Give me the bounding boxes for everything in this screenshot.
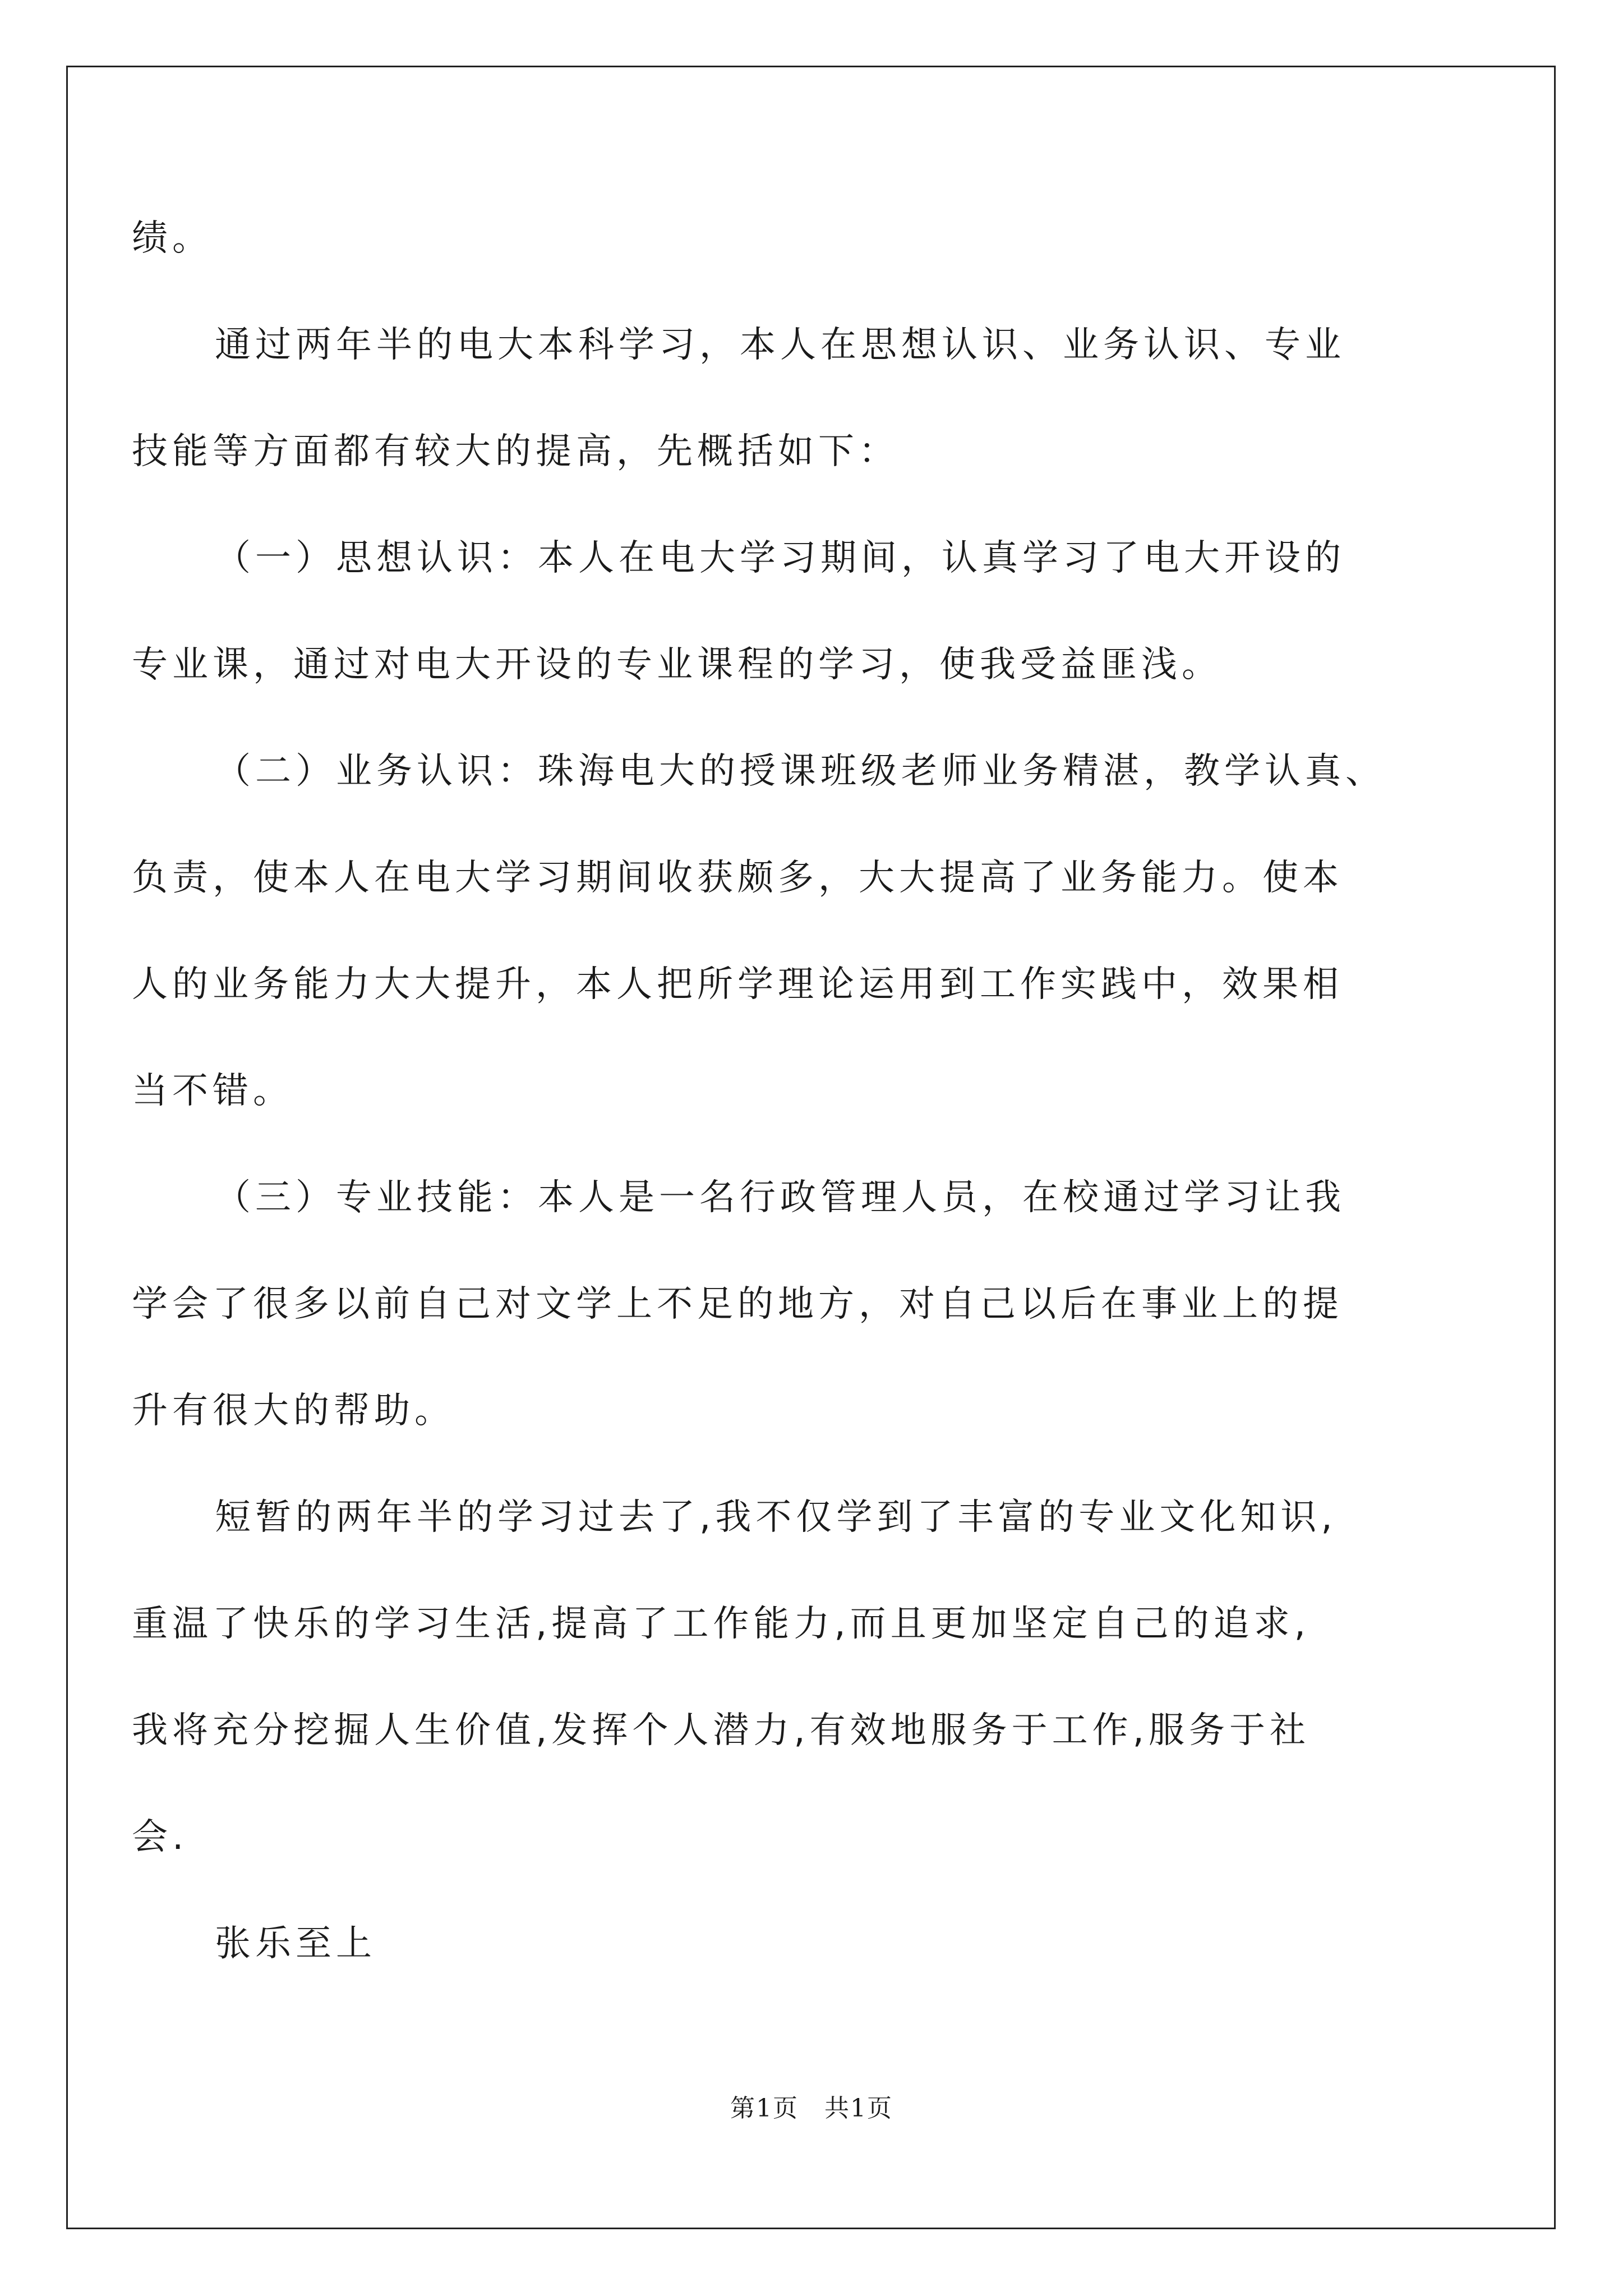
paragraph-line: （一）思想认识：本人在电大学习期间，认真学习了电大开设的 (215, 537, 1345, 579)
paragraph-line: 重温了快乐的学习生活,提高了工作能力,而且更加坚定自己的追求, (132, 1603, 1311, 1645)
paragraph-line: 我将充分挖掘人生价值,发挥个人潜力,有效地服务于工作,服务于社 (132, 1710, 1311, 1751)
paragraph-line: 人的业务能力大大提升，本人把所学理论运用到工作实践中，效果相 (132, 964, 1343, 1005)
paragraph-line: 学会了很多以前自己对文学上不足的地方，对自己以后在事业上的提 (132, 1283, 1343, 1325)
paragraph-line: （三）专业技能：本人是一名行政管理人员，在校通过学习让我 (215, 1177, 1345, 1218)
paragraph-line: 会. (132, 1816, 188, 1858)
paragraph-line: 绩。 (132, 218, 213, 259)
document-body (132, 185, 1433, 1997)
page-number-footer: 第1页 共1页 (730, 2094, 893, 2123)
paragraph-line: 当不错。 (132, 1070, 293, 1112)
signature: 张乐至上 (215, 1923, 376, 1964)
paragraph-line: 专业课，通过对电大开设的专业课程的学习，使我受益匪浅。 (132, 644, 1222, 685)
paragraph-line: 负责，使本人在电大学习期间收获颇多，大大提高了业务能力。使本 (132, 857, 1343, 899)
paragraph-line: 技能等方面都有较大的提高，先概括如下： (132, 431, 899, 472)
paragraph-line: 通过两年半的电大本科学习，本人在思想认识、业务认识、专业 (215, 324, 1345, 366)
paragraph-line: 短暂的两年半的学习过去了,我不仅学到了丰富的专业文化知识, (215, 1497, 1337, 1538)
paragraph-line: （二）业务认识：珠海电大的授课班级老师业务精湛，教学认真、 (215, 751, 1386, 792)
paragraph-line: 升有很大的帮助。 (132, 1390, 455, 1432)
